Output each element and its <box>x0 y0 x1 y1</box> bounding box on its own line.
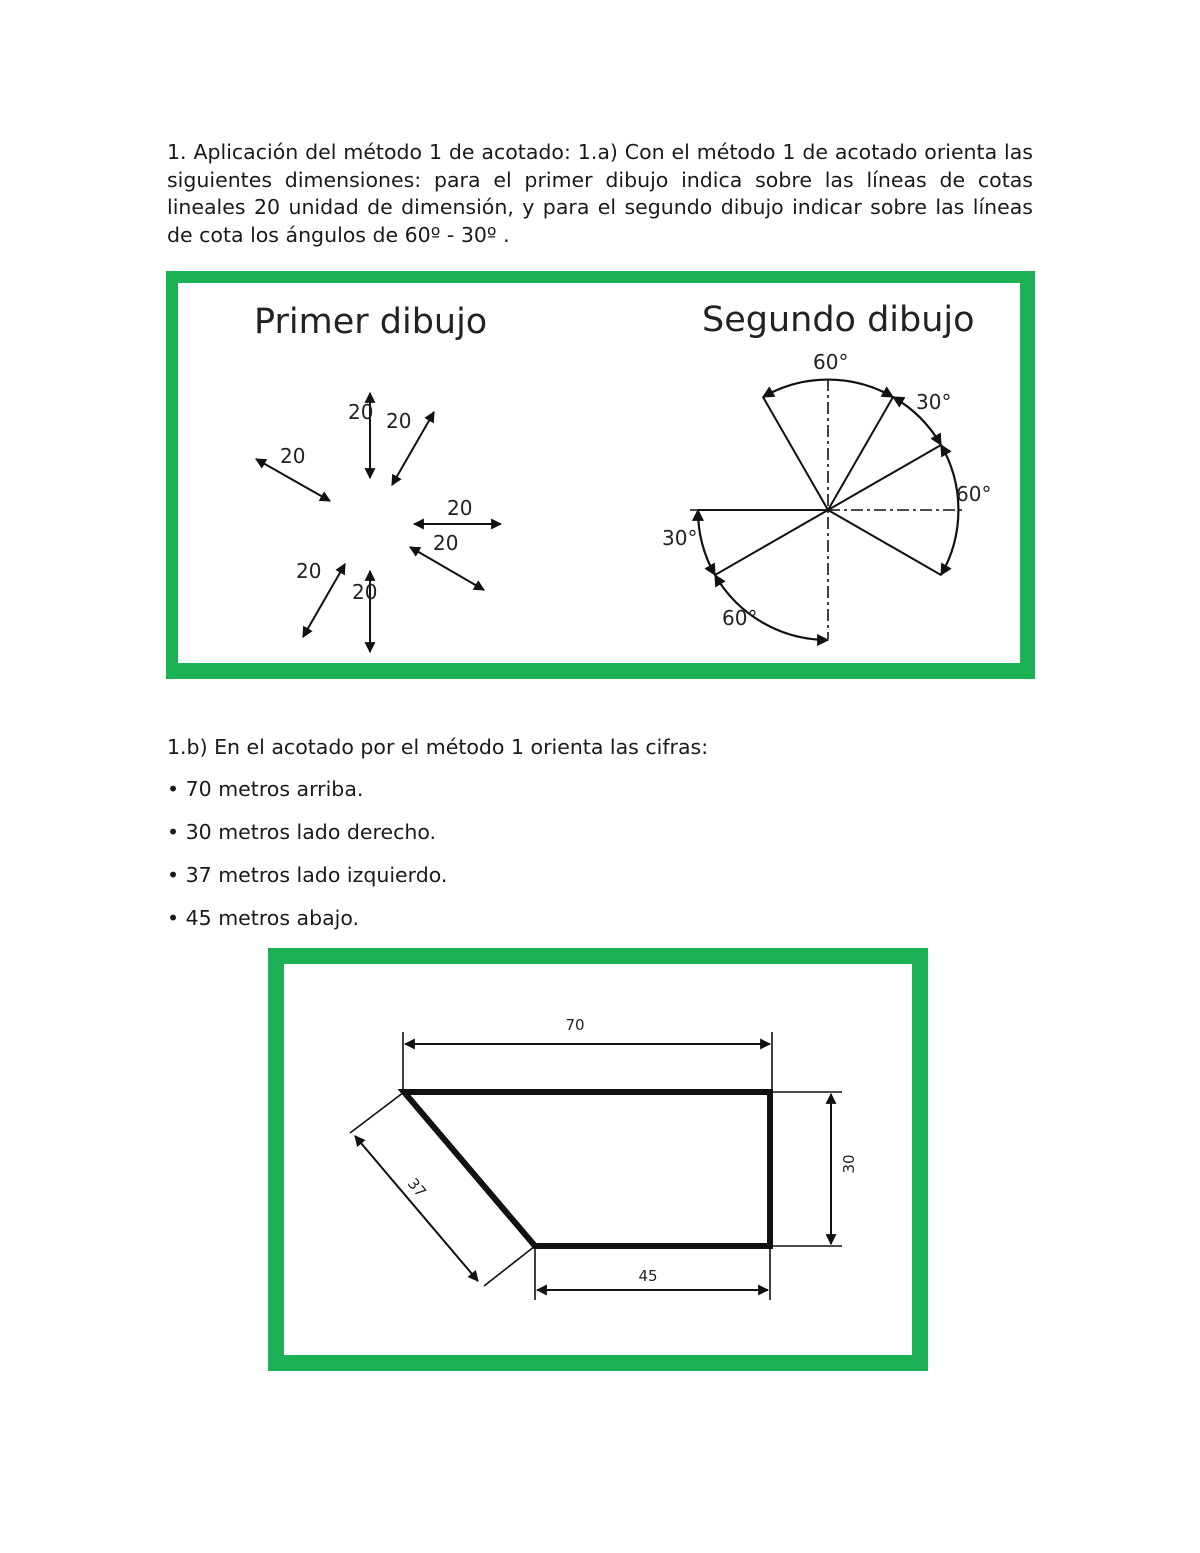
bullet-30: • 30 metros lado derecho. <box>167 820 437 844</box>
angle-label-lower-left: 60° <box>722 606 758 630</box>
angle-label-left: 30° <box>662 526 698 550</box>
dim-label-37: 37 <box>403 1174 430 1201</box>
angle-label-right: 60° <box>956 482 992 506</box>
bullet-37: • 37 metros lado izquierdo. <box>167 863 448 887</box>
figure-2-polygon-dimensions <box>268 948 928 1371</box>
dim-label-down: 20 <box>352 580 378 604</box>
primer-dibujo-title: Primer dibujo <box>254 302 488 342</box>
dim-label-right: 20 <box>447 496 473 520</box>
segundo-dibujo-title: Segundo dibujo <box>702 300 975 340</box>
intro-paragraph: 1. Aplicación del método 1 de acotado: 1.a) Con el método 1 de acotado orienta las siguientes dimensiones: para el primer dibujo indica sobre las líneas de cotas lineales 20 unidad de dimensión, y para el segundo dibujo indicar sobre las líneas de cota los ángulos de 60º - 30º . <box>167 140 1033 247</box>
dim-label-45: 45 <box>638 1267 658 1285</box>
bullet-70: • 70 metros arriba. <box>167 777 364 801</box>
dim-label-lower-left: 20 <box>296 559 322 583</box>
figure-2-frame <box>276 956 920 1363</box>
dim-label-upper-left: 20 <box>280 444 306 468</box>
dim-label-lower-right: 20 <box>433 531 459 555</box>
dim-label-70: 70 <box>565 1016 585 1034</box>
dim-label-upper-right: 20 <box>386 409 412 433</box>
bullet-45: • 45 metros abajo. <box>167 906 360 930</box>
dim-label-30: 30 <box>840 1154 858 1174</box>
angle-label-upper-right: 30° <box>916 390 952 414</box>
dim-label-up: 20 <box>348 400 374 424</box>
part-b-heading: 1.b) En el acotado por el método 1 orienta las cifras: <box>167 735 709 759</box>
angle-label-top: 60° <box>813 350 849 374</box>
figure-1-dimension-orientation <box>166 271 1035 682</box>
